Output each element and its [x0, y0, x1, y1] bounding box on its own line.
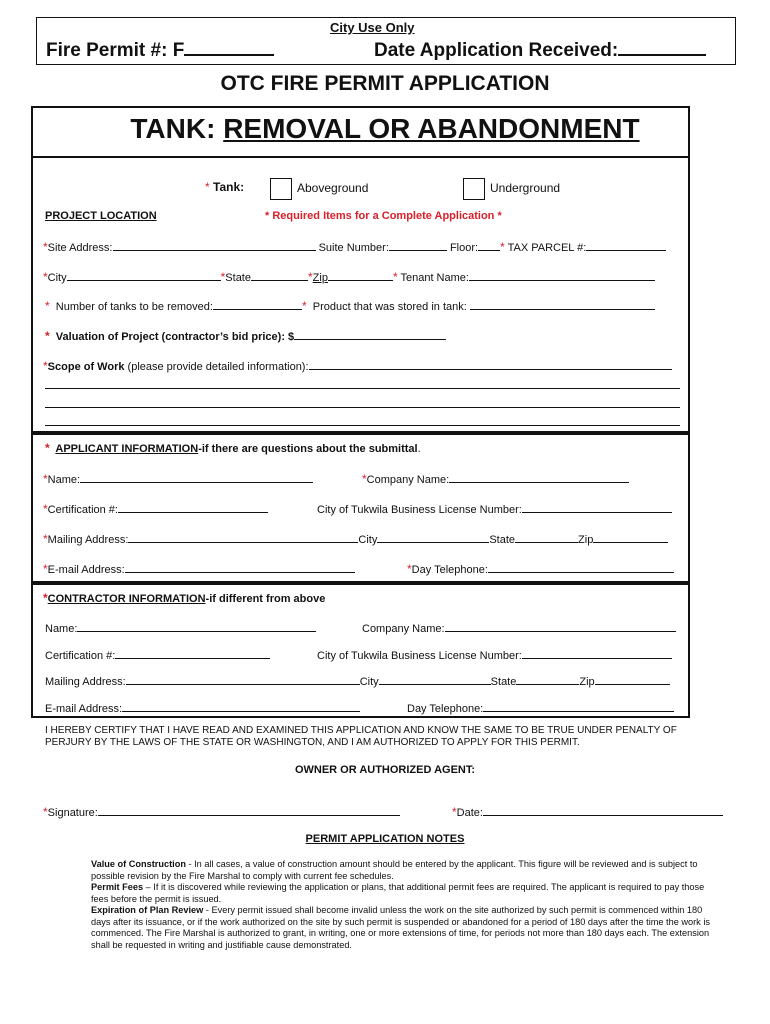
scope-row: *Scope of Work (please provide detailed information):: [43, 358, 672, 373]
applicant-company-field[interactable]: [449, 471, 629, 483]
applicant-license-field[interactable]: [522, 501, 672, 513]
signature-row: *Signature:: [43, 804, 400, 819]
contractor-zip-field[interactable]: [595, 673, 670, 685]
scope-field-1[interactable]: [309, 358, 672, 370]
applicant-zip-field[interactable]: [593, 531, 668, 543]
applicant-phone-row: *Day Telephone:: [407, 561, 674, 576]
state-field[interactable]: [251, 269, 308, 281]
date-received-field[interactable]: [618, 36, 706, 56]
contractor-state-field[interactable]: [516, 673, 579, 685]
tenant-name-field[interactable]: [469, 269, 655, 281]
valuation-row: * Valuation of Project (contractor’s bid price): $: [45, 328, 446, 343]
contractor-heading: *CONTRACTOR INFORMATION-if different from above: [43, 591, 326, 605]
applicant-mailing-field[interactable]: [128, 531, 358, 543]
num-tanks-field[interactable]: [213, 298, 302, 310]
floor-field[interactable]: [478, 239, 500, 251]
city-use-only-label: City Use Only: [330, 20, 415, 35]
applicant-email-field[interactable]: [125, 561, 355, 573]
contractor-email-row: E-mail Address:: [45, 700, 360, 715]
page-title: OTC FIRE PERMIT APPLICATION: [220, 72, 550, 95]
applicant-company-row: *Company Name:: [362, 471, 629, 486]
contractor-mailing-row: Mailing Address: City State Zip: [45, 673, 670, 688]
contractor-name-row: Name:: [45, 620, 316, 635]
certify-text: I HEREBY CERTIFY THAT I HAVE READ AND EXAMINED THIS APPLICATION AND KNOW THE SAME TO BE TRUE UNDER PENALTY OF PERJURY BY THE LAWS OF THE STATE OR WASHINGTON, AND I AM AUTHORIZED TO APPLY FOR THIS PERMIT.: [45, 725, 677, 748]
fire-permit-label: Fire Permit #: F: [46, 36, 274, 62]
project-location-label: PROJECT LOCATION: [45, 210, 157, 222]
contractor-mailing-field[interactable]: [126, 673, 360, 685]
valuation-field[interactable]: [294, 328, 446, 340]
note-value: Value of Construction - In all cases, a value of construction amount should be entered by the applicant. This figure will be reviewed and is subject to possible revision by the Fire Marshal to comply with current fee schedules.: [91, 859, 698, 881]
suite-number-field[interactable]: [389, 239, 447, 251]
site-address-row: *Site Address: Suite Number: Floor: * TAX PARCEL #:: [43, 239, 666, 254]
contractor-name-field[interactable]: [77, 620, 316, 632]
contractor-cert-field[interactable]: [115, 647, 270, 659]
note-fees: Permit Fees – If it is discovered while reviewing the application or plans, that additional permit fees are required. The applicant is required to pay those fees before the permit is issued.: [91, 882, 705, 904]
scope-line-2[interactable]: [45, 388, 680, 389]
owner-label: OWNER OR AUTHORIZED AGENT:: [294, 764, 476, 776]
required-note: * Required Items for a Complete Application *: [265, 210, 502, 222]
note-expiration: Expiration of Plan Review - Every permit issued shall become invalid unless the work on the site authorized by such permit is commenced within 180 days after its issuance, or if the work authorized on the site by such permit is suspended or abandoned for a period of 180 days after the time the work is commenced. The Fire Marshal is authorized to grant, in writing, one or more extensions of time, for periods not more than 180 days each. The extension shall be requested in writing and justifiable cause demonstrated.: [91, 905, 710, 950]
tank-type-row: * Tank:: [205, 180, 245, 194]
contractor-phone-field[interactable]: [483, 700, 674, 712]
contractor-company-row: Company Name:: [362, 620, 676, 635]
contractor-company-field[interactable]: [445, 620, 676, 632]
applicant-city-field[interactable]: [377, 531, 489, 543]
product-stored-field[interactable]: [470, 298, 655, 310]
applicant-cert-field[interactable]: [118, 501, 268, 513]
tank-title: TANK: REMOVAL OR ABANDONMENT: [130, 113, 640, 144]
site-address-field[interactable]: [113, 239, 316, 251]
city-field[interactable]: [67, 269, 221, 281]
contractor-cert-row: Certification #:: [45, 647, 270, 662]
aboveground-label: Aboveground: [297, 181, 369, 195]
applicant-phone-field[interactable]: [488, 561, 674, 573]
applicant-mailing-row: *Mailing Address: City State Zip: [43, 531, 668, 546]
tanks-row: * Number of tanks to be removed: * Product that was stored in tank:: [45, 298, 655, 313]
fire-permit-field[interactable]: [184, 36, 274, 56]
date-received-label: Date Application Received:: [374, 36, 706, 62]
signature-field[interactable]: [98, 804, 400, 816]
date-field[interactable]: [483, 804, 723, 816]
applicant-cert-row: *Certification #:: [43, 501, 268, 516]
city-row: *City *State *Zip * Tenant Name:: [43, 269, 655, 284]
applicant-state-field[interactable]: [515, 531, 578, 543]
zip-field[interactable]: [328, 269, 393, 281]
date-row: *Date:: [452, 804, 723, 819]
applicant-name-field[interactable]: [80, 471, 313, 483]
contractor-license-field[interactable]: [522, 647, 672, 659]
aboveground-checkbox[interactable]: [270, 178, 292, 200]
applicant-email-row: *E-mail Address:: [43, 561, 355, 576]
contractor-phone-row: Day Telephone:: [407, 700, 674, 715]
notes-body: [91, 859, 723, 951]
contractor-city-field[interactable]: [379, 673, 491, 685]
notes-heading: PERMIT APPLICATION NOTES: [305, 833, 465, 845]
contractor-email-field[interactable]: [122, 700, 360, 712]
underground-label: Underground: [490, 181, 561, 195]
contractor-license-row: City of Tukwila Business License Number:: [317, 647, 672, 662]
applicant-license-row: City of Tukwila Business License Number:: [317, 501, 672, 516]
scope-line-4[interactable]: [45, 425, 680, 426]
underground-checkbox[interactable]: [463, 178, 485, 200]
tax-parcel-field[interactable]: [586, 239, 666, 251]
applicant-heading: * APPLICANT INFORMATION-if there are questions about the submittal.: [45, 441, 421, 455]
applicant-name-row: *Name:: [43, 471, 313, 486]
scope-line-3[interactable]: [45, 407, 680, 408]
